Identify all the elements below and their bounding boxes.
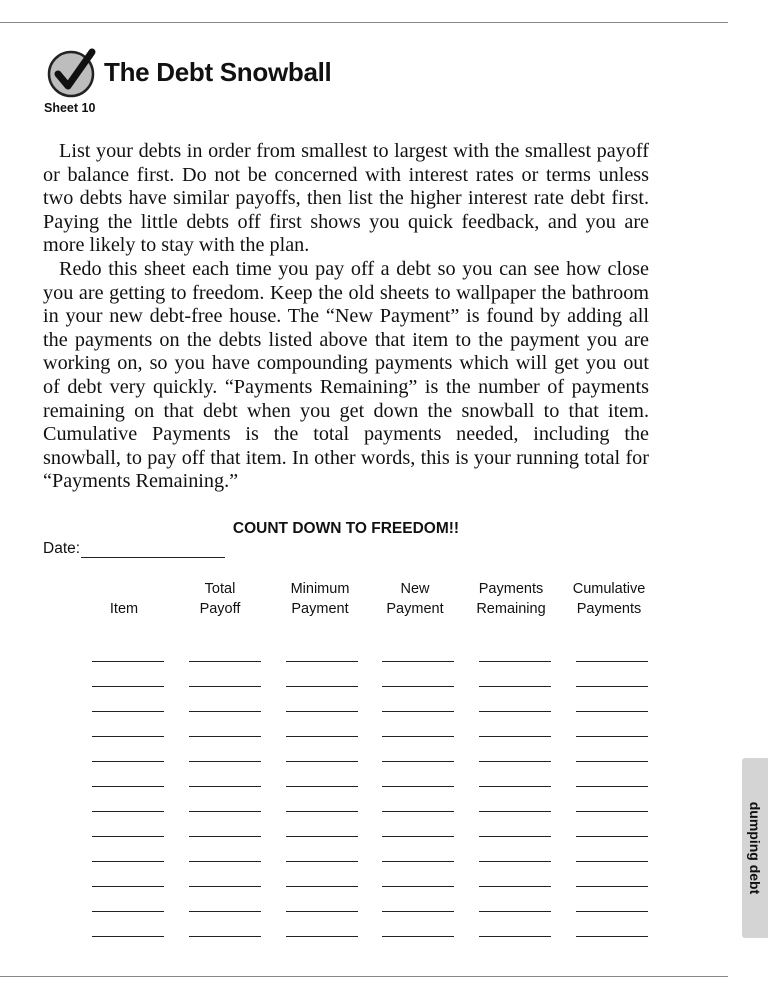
- blank-entry-line[interactable]: [92, 786, 164, 787]
- blank-entry-line[interactable]: [576, 686, 648, 687]
- blank-entry-line[interactable]: [479, 886, 551, 887]
- column-header-line1: Total: [204, 581, 236, 597]
- blank-entry-line[interactable]: [286, 861, 358, 862]
- blank-entry-line[interactable]: [479, 761, 551, 762]
- blank-entry-line[interactable]: [576, 886, 648, 887]
- section-tab: [742, 758, 768, 938]
- column-header-line1: New: [400, 581, 430, 597]
- date-label: Date:: [43, 540, 81, 557]
- blank-entry-line[interactable]: [382, 661, 454, 662]
- blank-entry-line[interactable]: [189, 936, 261, 937]
- blank-entry-line[interactable]: [576, 661, 648, 662]
- column-header-line2: Remaining: [476, 600, 546, 617]
- blank-entry-line[interactable]: [189, 886, 261, 887]
- blank-entry-line[interactable]: [92, 836, 164, 837]
- blank-entry-line[interactable]: [286, 836, 358, 837]
- blank-entry-line[interactable]: [382, 836, 454, 837]
- blank-entry-line[interactable]: [479, 736, 551, 737]
- blank-entry-line[interactable]: [382, 686, 454, 687]
- column-header-line1: Minimum: [290, 581, 350, 597]
- blank-entry-line[interactable]: [286, 811, 358, 812]
- blank-entry-line[interactable]: [189, 761, 261, 762]
- blank-entry-line[interactable]: [479, 911, 551, 912]
- blank-entry-line[interactable]: [576, 736, 648, 737]
- blank-entry-line[interactable]: [382, 811, 454, 812]
- column-header-line2: Item: [109, 600, 139, 617]
- blank-entry-line[interactable]: [286, 686, 358, 687]
- column-header-line2: Payment: [386, 600, 444, 617]
- blank-entry-line[interactable]: [189, 661, 261, 662]
- blank-entry-line[interactable]: [479, 936, 551, 937]
- blank-entry-line[interactable]: [92, 861, 164, 862]
- bottom-rule: [0, 976, 728, 977]
- blank-entry-line[interactable]: [92, 936, 164, 937]
- form-heading: COUNT DOWN TO FREEDOM!!: [232, 520, 460, 537]
- blank-entry-line[interactable]: [576, 761, 648, 762]
- column-header-line2: Payment: [291, 600, 349, 617]
- blank-entry-line[interactable]: [92, 661, 164, 662]
- blank-entry-line[interactable]: [286, 661, 358, 662]
- page-title: The Debt Snowball: [104, 56, 332, 87]
- blank-entry-line[interactable]: [92, 736, 164, 737]
- blank-entry-line[interactable]: [286, 786, 358, 787]
- blank-entry-line[interactable]: [576, 811, 648, 812]
- blank-entry-line[interactable]: [189, 786, 261, 787]
- blank-entry-line[interactable]: [286, 886, 358, 887]
- blank-entry-line[interactable]: [382, 711, 454, 712]
- blank-entry-line[interactable]: [286, 761, 358, 762]
- blank-entry-line[interactable]: [189, 711, 261, 712]
- blank-entry-line[interactable]: [382, 786, 454, 787]
- blank-entry-line[interactable]: [382, 736, 454, 737]
- blank-entry-line[interactable]: [189, 836, 261, 837]
- column-header-line2: Payoff: [199, 600, 241, 617]
- blank-entry-line[interactable]: [92, 886, 164, 887]
- column-header-line2: Payments: [576, 600, 642, 617]
- section-tab-label: dumping debt: [747, 801, 763, 895]
- blank-entry-line[interactable]: [189, 911, 261, 912]
- blank-entry-line[interactable]: [382, 761, 454, 762]
- blank-entry-line[interactable]: [576, 936, 648, 937]
- blank-entry-line[interactable]: [479, 786, 551, 787]
- blank-entry-line[interactable]: [576, 836, 648, 837]
- blank-entry-line[interactable]: [479, 836, 551, 837]
- sheet-label: Sheet 10: [44, 101, 96, 115]
- blank-entry-line[interactable]: [286, 911, 358, 912]
- blank-entry-line[interactable]: [576, 861, 648, 862]
- blank-entry-line[interactable]: [92, 711, 164, 712]
- instructions-paragraph-2: Redo this sheet each time you pay off a debt so you can see how close you are getting to freedom. Keep the old sheets to wallpaper the bathroom in your new debt-free house. The “New Payment” is found by adding all the payments on the debts listed above that item to the payment you are working on, so you have compounding payments which will get you out of debt very quickly. “Payments Remaining” is the number of payments remaining on that debt when you get down the snowball to that item. Cumulative Payments is the total payments needed, including the snowball, to pay off that item. In other words, this is your running total for “Payments Remaining.”: [43, 257, 649, 493]
- blank-entry-line[interactable]: [92, 761, 164, 762]
- column-header-line1: Cumulative: [572, 581, 646, 597]
- blank-entry-line[interactable]: [382, 886, 454, 887]
- blank-entry-line[interactable]: [479, 711, 551, 712]
- blank-entry-line[interactable]: [576, 911, 648, 912]
- blank-entry-line[interactable]: [92, 686, 164, 687]
- blank-entry-line[interactable]: [189, 686, 261, 687]
- blank-entry-line[interactable]: [576, 711, 648, 712]
- column-header-line1: Payments: [478, 581, 544, 597]
- blank-entry-line[interactable]: [189, 861, 261, 862]
- blank-entry-line[interactable]: [286, 936, 358, 937]
- blank-entry-line[interactable]: [576, 786, 648, 787]
- blank-entry-line[interactable]: [382, 911, 454, 912]
- blank-entry-line[interactable]: [479, 811, 551, 812]
- blank-entry-line[interactable]: [189, 811, 261, 812]
- blank-entry-line[interactable]: [92, 811, 164, 812]
- blank-entry-line[interactable]: [382, 861, 454, 862]
- instructions-paragraph-1: List your debts in order from smallest to largest with the smallest payoff or balance first. Do not be concerned with interest rates or terms unless two debts have similar payoffs, then list the higher interest rate debt first. Paying the little debts off first shows you quick feedback, and you are more likely to stay with the plan.: [43, 140, 649, 257]
- blank-entry-line[interactable]: [382, 936, 454, 937]
- blank-entry-line[interactable]: [92, 911, 164, 912]
- blank-entry-line[interactable]: [189, 736, 261, 737]
- blank-entry-line[interactable]: [479, 861, 551, 862]
- blank-entry-line[interactable]: [286, 711, 358, 712]
- blank-entry-line[interactable]: [286, 736, 358, 737]
- blank-entry-line[interactable]: [479, 686, 551, 687]
- blank-entry-line[interactable]: [479, 661, 551, 662]
